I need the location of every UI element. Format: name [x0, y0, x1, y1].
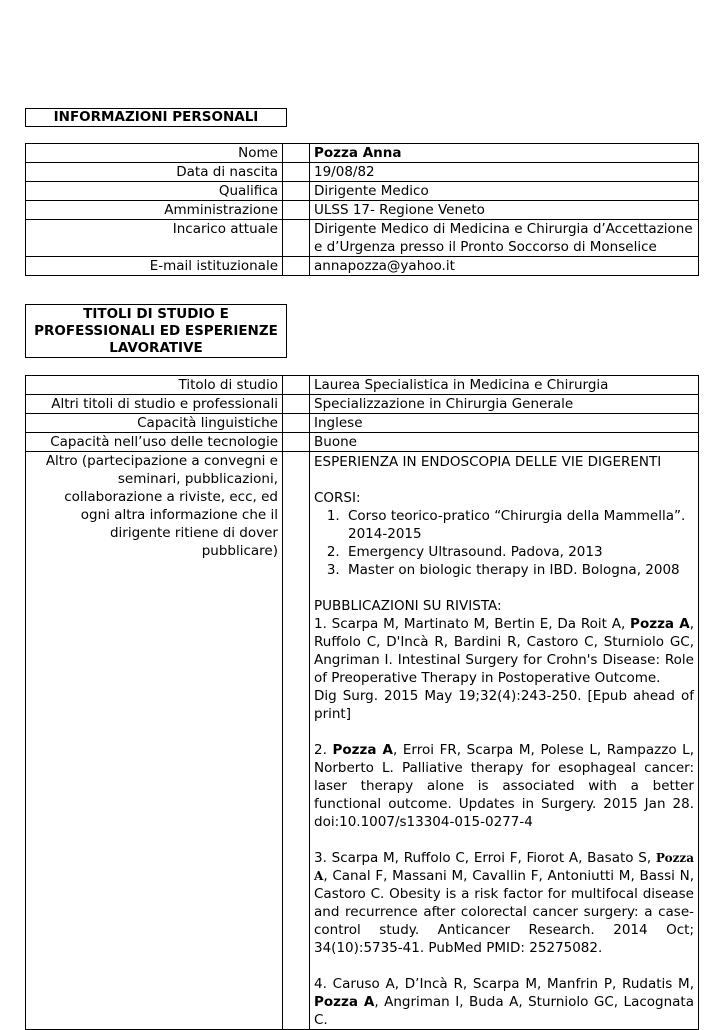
corsi-heading: CORSI: — [314, 490, 361, 506]
altri-titoli-label: Altri titoli di studio e professionali — [26, 395, 283, 414]
table-row — [26, 182, 699, 201]
table-row — [26, 144, 699, 163]
table-row — [26, 414, 699, 433]
amministrazione-label: Amministrazione — [26, 201, 283, 220]
qualifica-label: Qualifica — [26, 182, 283, 201]
name-label: Nome — [26, 144, 283, 163]
table-row — [26, 452, 699, 1030]
table-row — [26, 433, 699, 452]
amministrazione-value: ULSS 17- Regione Veneto — [310, 201, 699, 220]
qualifica-value: Dirigente Medico — [310, 182, 699, 201]
capacita-tecnologie-label: Capacità nell’uso delle tecnologie — [26, 433, 283, 452]
section-title-personal: INFORMAZIONI PERSONALI — [25, 108, 287, 127]
email-value: annapozza@yahoo.it — [310, 257, 699, 276]
titolo-studio-value: Laurea Specialistica in Medicina e Chirurgia — [310, 376, 699, 395]
section-title-titoli: TITOLI DI STUDIO E PROFESSIONALI ED ESPERIENZE LAVORATIVE — [25, 304, 287, 358]
incarico-label: Incarico attuale — [26, 220, 283, 257]
titoli-table — [25, 375, 699, 1030]
incarico-value: Dirigente Medico di Medicina e Chirurgia d’Accettazione e d’Urgenza presso il Pronto Soccorso di Monselice — [310, 220, 699, 257]
personal-info-table — [25, 143, 699, 276]
capacita-linguistiche-label: Capacità linguistiche — [26, 414, 283, 433]
table-row — [26, 163, 699, 182]
esperienza-text: ESPERIENZA IN ENDOSCOPIA DELLE VIE DIGERENTI — [314, 454, 662, 470]
table-row — [26, 395, 699, 414]
email-label: E-mail istituzionale — [26, 257, 283, 276]
capacita-tecnologie-value: Buone — [310, 433, 699, 452]
name-value: Pozza Anna — [310, 144, 699, 163]
publication-2: 2. Pozza A, Erroi FR, Scarpa M, Polese L, Rampazzo L, Norberto L. Palliative therapy for esophageal cancer: laser therapy alone is associated with a better functional outcome. Updates in Surgery. 2015 Jan 28. doi:10.1007/s13304-015-0277-4 — [314, 742, 694, 830]
publication-4: 4. Caruso A, D’Incà R, Scarpa M, Manfrin P, Rudatis M, Pozza A, Angriman I, Buda A, Sturniolo GC, Lacognata C. — [314, 976, 694, 1028]
table-row — [26, 257, 699, 276]
altro-content — [310, 452, 699, 1030]
titolo-studio-label: Titolo di studio — [26, 376, 283, 395]
corsi-list — [314, 507, 694, 579]
altro-label: Altro (partecipazione a convegni e seminari, pubblicazioni, collaborazione a riviste, ecc, ed ogni altra informazione che il dirigente ritiene di dover pubblicare) — [26, 452, 283, 1030]
pubblicazioni-heading: PUBBLICAZIONI SU RIVISTA: — [314, 598, 502, 614]
publication-1: 1. Scarpa M, Martinato M, Bertin E, Da Roit A, Pozza A, Ruffolo C, D'Incà R, Bardini R, Castoro C, Sturniolo GC, Angriman I. Intestinal Surgery for Crohn's Disease: Role of Preoperative Therapy in Postoperative Outcome. — [314, 616, 694, 686]
list-item: 2. Emergency Ultrasound. Padova, 2013 — [344, 543, 694, 561]
dob-label: Data di nascita — [26, 163, 283, 182]
list-item: 3. Master on biologic therapy in IBD. Bologna, 2008 — [344, 561, 694, 579]
table-row — [26, 376, 699, 395]
list-item: 1. Corso teorico-pratico “Chirurgia della Mammella”. 2014-2015 — [344, 507, 694, 543]
publication-1-citation: Dig Surg. 2015 May 19;32(4):243-250. [Epub ahead of print] — [314, 688, 694, 722]
table-row — [26, 220, 699, 257]
dob-value: 19/08/82 — [310, 163, 699, 182]
publication-3: 3. Scarpa M, Ruffolo C, Erroi F, Fiorot A, Basato S, Pozza A, Canal F, Massani M, Cavallin F, Antoniutti M, Bassi N, Castoro C. Obesity is a risk factor for multifocal disease and recurrence after colorectal cancer surgery: a case-control study. Anticancer Research. 2014 Oct; 34(10):5735-41. PubMed PMID: 25275082. — [314, 850, 694, 956]
altri-titoli-value: Specializzazione in Chirurgia Generale — [310, 395, 699, 414]
capacita-linguistiche-value: Inglese — [310, 414, 699, 433]
table-row — [26, 201, 699, 220]
